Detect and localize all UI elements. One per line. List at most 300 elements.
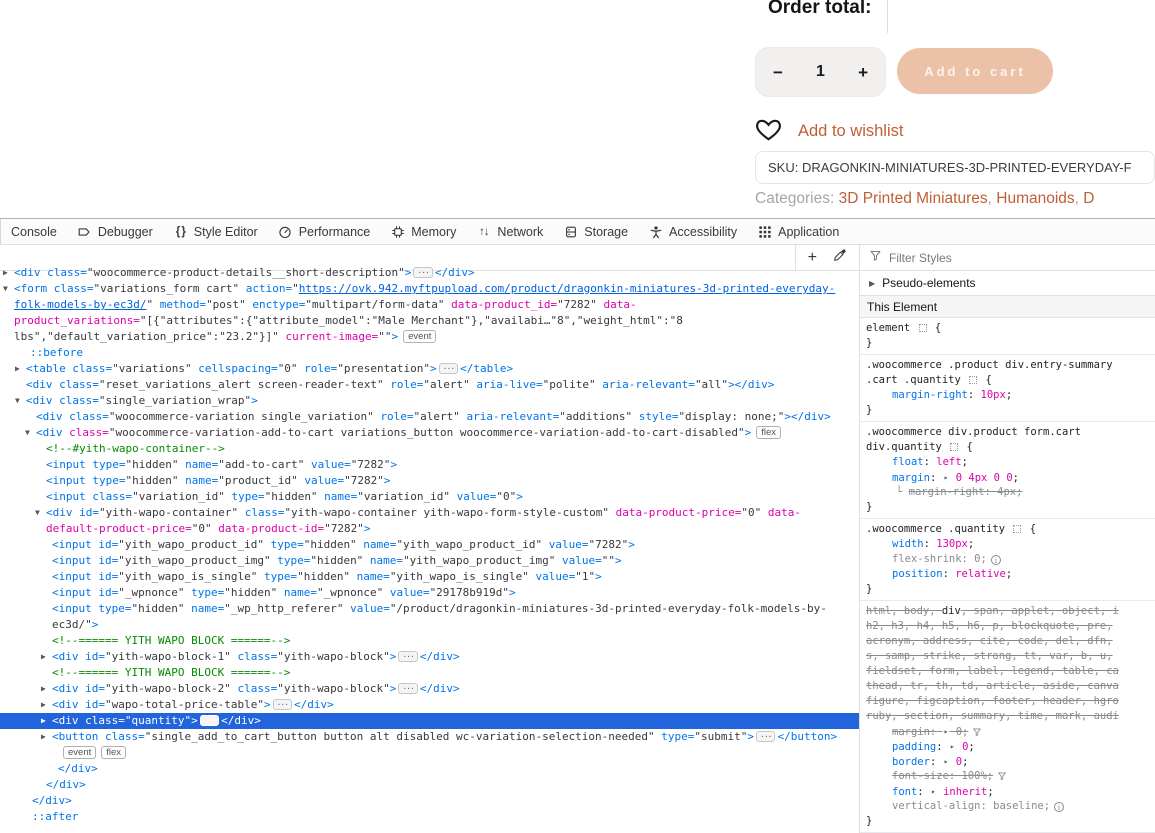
rule-line xyxy=(860,799,1155,814)
filter-styles-input[interactable] xyxy=(860,245,1155,270)
text-token: ; xyxy=(1012,472,1019,484)
attribute-token: value= xyxy=(450,490,497,503)
value-token: inherit xyxy=(943,786,988,798)
highlight-target-icon[interactable] xyxy=(969,376,977,384)
attribute-token: value= xyxy=(542,538,589,551)
attribute-token: type= xyxy=(270,554,311,567)
rule-line xyxy=(860,664,1155,679)
attribute-token: aria-relevant= xyxy=(595,378,695,391)
markup-line[interactable] xyxy=(0,345,859,361)
category-link-2[interactable]: Humanoids xyxy=(996,190,1075,207)
pseudo-token: ::before xyxy=(30,346,83,359)
selector-token: .woocommerce div.product form.cart xyxy=(866,426,1081,438)
property-token: margin-right xyxy=(892,389,968,401)
quantity-value[interactable]: 1 xyxy=(816,63,825,80)
value-token: "hidden" xyxy=(125,474,179,487)
value-token: "hidden" xyxy=(131,602,185,615)
overridden-selector-token: , span, applet, object, i xyxy=(960,605,1119,617)
value-token: "7282" xyxy=(557,298,597,311)
css-rule[interactable] xyxy=(860,422,1155,519)
markup-line[interactable] xyxy=(0,521,859,537)
attribute-token: aria-live= xyxy=(469,378,543,391)
expand-arrow-icon[interactable]: ▶ xyxy=(15,364,20,373)
tag-token: > xyxy=(191,714,198,727)
value-token: "hidden" xyxy=(310,554,364,567)
markup-line[interactable] xyxy=(0,649,859,665)
value-token: "variation_id" xyxy=(132,490,225,503)
markup-line[interactable] xyxy=(0,457,859,473)
attribute-token: type= xyxy=(91,602,132,615)
tab-application[interactable] xyxy=(747,219,849,244)
text-token: ; xyxy=(1005,568,1013,580)
value-token: "yith-wapo-block-1" xyxy=(105,650,231,663)
value-token: lbs","default_variation_price":"23.2"}]" xyxy=(14,330,279,343)
value-token: 0 xyxy=(962,741,969,753)
category-link-1[interactable]: 3D Printed Miniatures xyxy=(838,190,988,207)
attribute-token: value= xyxy=(555,554,602,567)
attribute-token: class= xyxy=(52,394,99,407)
highlight-target-icon[interactable] xyxy=(1013,525,1021,533)
markup-line[interactable] xyxy=(0,441,859,457)
value-token: "yith_wapo_is_single" xyxy=(389,570,529,583)
value-token: "single_variation_wrap" xyxy=(98,394,252,407)
rule-line xyxy=(860,470,1155,485)
ellipsis-badge[interactable]: ··· xyxy=(273,699,292,710)
tag-token: <input xyxy=(52,538,92,551)
attribute-token: type= xyxy=(184,586,225,599)
markup-line[interactable] xyxy=(0,777,859,793)
markup-line[interactable] xyxy=(0,297,859,313)
rule-line xyxy=(860,604,1155,619)
expand-arrow-icon[interactable]: ▶ xyxy=(41,652,46,661)
text-token: } xyxy=(866,583,873,595)
value-token: "0" xyxy=(496,490,517,503)
quantity-increase-button[interactable]: + xyxy=(858,62,868,82)
value-token: "hidden" xyxy=(264,490,318,503)
pseudo-elements-section[interactable] xyxy=(860,271,1155,296)
rule-line xyxy=(860,336,1155,351)
tag-token: <div xyxy=(46,506,73,519)
tag-token: <div xyxy=(52,682,79,695)
tag-token: <div xyxy=(36,426,63,439)
markup-line[interactable] xyxy=(0,633,859,649)
rule-line xyxy=(860,552,1155,567)
ellipsis-badge[interactable]: ··· xyxy=(200,715,219,726)
value-token: "7282" xyxy=(350,458,391,471)
expand-arrow-icon[interactable]: ▶ xyxy=(41,716,46,725)
tag-token: > xyxy=(363,522,371,535)
value-token: "add-to-cart" xyxy=(218,458,305,471)
expand-twisty-icon[interactable]: ▸ xyxy=(930,787,936,796)
selector-token: div.quantity xyxy=(866,441,949,453)
tab-label: Style Editor xyxy=(193,224,258,239)
rule-line xyxy=(860,739,1155,754)
overridden-selector-token: acronym, address, cite, code, del, dfn, xyxy=(866,635,1113,647)
overridden-selector-token: thead, tr, th, td, article, aside, canva xyxy=(866,680,1119,692)
value-token: "yith_wapo_product_id" xyxy=(118,538,264,551)
text-token: { xyxy=(979,374,992,386)
expand-arrow-icon[interactable]: ▶ xyxy=(41,732,46,741)
attribute-token: id= xyxy=(91,570,119,583)
quantity-decrease-button[interactable]: − xyxy=(773,62,783,82)
collapse-arrow-icon[interactable]: ▼ xyxy=(15,396,20,405)
markup-line-selected[interactable] xyxy=(0,713,859,729)
property-token: margin xyxy=(892,472,930,484)
property-token: position xyxy=(892,568,943,580)
tag-token: > xyxy=(430,362,437,375)
text-token: } xyxy=(866,501,873,513)
tab-label: Network xyxy=(497,224,544,239)
value-token: "submit" xyxy=(694,730,748,743)
wishlist-label: Add to wishlist xyxy=(798,121,904,140)
attribute-token: class= xyxy=(230,650,278,663)
tag-token: > xyxy=(747,730,755,743)
value-token: "display: none;" xyxy=(678,410,785,423)
text-token: : xyxy=(929,756,943,768)
quantity-stepper[interactable] xyxy=(755,47,886,97)
tag-token: <input xyxy=(46,490,86,503)
markup-line[interactable] xyxy=(0,313,859,329)
attribute-token: value= xyxy=(383,586,430,599)
expand-twisty-icon[interactable]: ▸ xyxy=(943,727,949,736)
data-attribute-token: data-product-price= xyxy=(608,506,742,519)
attribute-token: class= xyxy=(78,714,125,727)
data-attribute-token: data-product-id= xyxy=(211,522,325,535)
performance-icon xyxy=(278,224,293,239)
text-token: : xyxy=(923,538,937,550)
ellipsis-badge[interactable]: ··· xyxy=(756,731,775,742)
value-token: "yith-wapo-container" xyxy=(99,506,239,519)
value-token: "0" xyxy=(277,362,298,375)
tag-token: > xyxy=(391,330,399,343)
text-token: ; xyxy=(961,456,968,468)
markup-line[interactable] xyxy=(0,505,859,521)
attribute-token: class= xyxy=(238,506,285,519)
value-token: 10px xyxy=(980,389,1006,401)
text-token: : xyxy=(917,786,930,798)
attribute-token: value= xyxy=(304,458,351,471)
expand-arrow-icon[interactable]: ▶ xyxy=(3,268,8,277)
text-token: } xyxy=(866,815,873,827)
selector-token: .woocommerce .quantity xyxy=(866,523,1012,535)
selector-token: .woocommerce .product div.entry-summary xyxy=(866,359,1113,371)
ellipsis-badge[interactable]: ··· xyxy=(439,363,458,374)
markup-line[interactable] xyxy=(0,281,859,297)
tag-token: <table xyxy=(26,362,66,375)
tab-accessibility[interactable] xyxy=(638,219,747,244)
text-token: { xyxy=(1023,523,1037,535)
tag-token: <button xyxy=(52,730,99,743)
attribute-token: enctype= xyxy=(245,298,306,311)
categories-label: Categories: xyxy=(755,190,835,207)
inactive-token: vertical-align: baseline; xyxy=(892,800,1051,812)
tag-token: > xyxy=(595,570,602,583)
markup-line[interactable] xyxy=(0,585,859,601)
value-token: "yith-wapo-block" xyxy=(277,650,390,663)
markup-line[interactable] xyxy=(0,329,859,345)
tag-token: > xyxy=(516,490,523,503)
overridden-selector-token: s, samp, strike, strong, tt, var, b, u, xyxy=(866,650,1113,662)
attribute-token: type= xyxy=(85,474,126,487)
tab-performance[interactable] xyxy=(268,219,381,244)
comment-token: <!--====== YITH WAPO BLOCK ======--> xyxy=(52,666,291,679)
attribute-token: class= xyxy=(65,362,113,375)
text-token: } xyxy=(866,337,873,349)
sku-field xyxy=(755,151,1155,184)
tab-label: Storage xyxy=(584,224,629,239)
value-token: "single_add_to_cart_button button alt disabled wc-variation-selection-needed" xyxy=(144,730,655,743)
value-token: "variations" xyxy=(112,362,192,375)
tag-token: <input xyxy=(46,458,86,471)
ellipsis-badge[interactable]: ··· xyxy=(413,267,432,278)
overridden-funnel-icon xyxy=(993,770,1007,782)
tab-label: Accessibility xyxy=(669,224,738,239)
collapse-arrow-icon[interactable]: ▼ xyxy=(35,508,40,517)
property-token: width xyxy=(892,538,924,550)
badge[interactable]: flex xyxy=(756,426,781,439)
markup-line[interactable] xyxy=(0,601,859,617)
value-token: "0" xyxy=(191,522,212,535)
attribute-token: value= xyxy=(297,474,345,487)
attribute-token: value= xyxy=(343,602,390,615)
tab-label: Performance xyxy=(298,224,371,239)
markup-line[interactable] xyxy=(0,793,859,809)
add-to-cart-button[interactable]: Add to cart xyxy=(897,48,1053,94)
highlight-target-icon[interactable] xyxy=(919,324,927,332)
tag-token: > xyxy=(628,538,635,551)
value-token: ec3d/" xyxy=(52,618,92,631)
value-token: "all" xyxy=(694,378,729,391)
tab-memory[interactable] xyxy=(380,219,466,244)
value-token: "hidden" xyxy=(303,538,357,551)
attribute-token: id= xyxy=(78,698,105,711)
rule-line xyxy=(860,694,1155,709)
tag-token: > xyxy=(744,426,752,439)
tab-debugger[interactable] xyxy=(67,219,163,244)
table-column-divider xyxy=(887,0,888,33)
tag-token: > xyxy=(615,554,622,567)
tag-token: </button> xyxy=(777,730,838,743)
rule-line xyxy=(860,634,1155,649)
attribute-token: class= xyxy=(62,410,109,423)
tab-storage[interactable] xyxy=(553,219,638,244)
expand-twisty-icon[interactable]: ▸ xyxy=(943,473,949,482)
attribute-token: value= xyxy=(528,570,576,583)
expand-arrow-icon[interactable]: ▶ xyxy=(41,684,46,693)
attribute-token: style= xyxy=(632,410,679,423)
markup-line[interactable] xyxy=(0,409,859,425)
value-token: "yith_wapo_is_single" xyxy=(118,570,258,583)
css-rule[interactable] xyxy=(860,519,1155,601)
attribute-token: name= xyxy=(350,570,390,583)
markup-line[interactable] xyxy=(0,697,859,713)
text-token: ; xyxy=(962,756,969,768)
property-token: float xyxy=(892,456,924,468)
html-markup-view[interactable] xyxy=(0,265,860,833)
attribute-token: role= xyxy=(297,362,338,375)
rule-line xyxy=(860,619,1155,634)
ellipsis-badge[interactable]: ··· xyxy=(398,651,417,662)
attribute-token: type= xyxy=(85,458,126,471)
data-attribute-token: data- xyxy=(596,298,637,311)
pseudo-token: ::after xyxy=(32,810,79,823)
rule-line xyxy=(860,455,1155,470)
attribute-token: type= xyxy=(224,490,265,503)
css-rule[interactable] xyxy=(860,601,1155,833)
devtools-panel xyxy=(0,218,1155,833)
rule-line xyxy=(860,814,1155,829)
info-icon: i xyxy=(1054,802,1064,812)
value-token: "variations_form cart" xyxy=(93,282,240,295)
add-rule-button[interactable]: + xyxy=(807,248,817,266)
attribute-token: name= xyxy=(184,602,225,615)
attribute-token: name= xyxy=(277,586,317,599)
tag-token: <div xyxy=(26,394,53,407)
value-token: "_wpnonce" xyxy=(316,586,384,599)
value-token: "multipart/form-data" xyxy=(305,298,445,311)
text-token: : xyxy=(942,568,956,580)
ellipsis-badge[interactable]: ··· xyxy=(398,683,417,694)
attribute-token: class= xyxy=(52,378,99,391)
markup-line[interactable] xyxy=(0,761,859,777)
value-token: "alert" xyxy=(423,378,470,391)
value-token: "variation_id" xyxy=(357,490,451,503)
css-rules-list[interactable] xyxy=(860,318,1155,833)
css-rule[interactable] xyxy=(860,355,1155,422)
overridden-selector-token: figure, figcaption, footer, header, hgro xyxy=(866,695,1119,707)
tag-token: </div> xyxy=(46,778,86,791)
overridden-funnel-icon xyxy=(968,726,982,738)
rule-line xyxy=(860,321,1155,336)
highlight-target-icon[interactable] xyxy=(950,443,958,451)
selector-token: element xyxy=(866,322,917,334)
attribute-token: class= xyxy=(40,266,87,279)
value-token: 0 xyxy=(955,756,963,768)
overridden-token: 0; xyxy=(949,726,969,738)
markup-line[interactable] xyxy=(0,473,859,489)
rule-line xyxy=(860,769,1155,784)
tag-token: > xyxy=(251,394,258,407)
value-token: "" xyxy=(601,554,615,567)
rule-line xyxy=(860,649,1155,664)
rule-line xyxy=(860,567,1155,582)
devtools-tabbar xyxy=(0,219,1155,245)
markup-line[interactable] xyxy=(0,361,859,377)
overridden-token: margin: xyxy=(892,726,943,738)
tab-network[interactable] xyxy=(466,219,553,244)
tag-token: <input xyxy=(52,602,92,615)
badge[interactable]: event xyxy=(63,746,96,759)
markup-line[interactable] xyxy=(0,665,859,681)
badge[interactable]: event xyxy=(403,330,436,343)
attribute-token: type= xyxy=(257,570,298,583)
tab-console[interactable] xyxy=(0,219,67,244)
text-token: : xyxy=(923,456,937,468)
tag-token: ></div> xyxy=(728,378,775,391)
debugger-icon xyxy=(77,224,92,239)
link-token: folk-models-by-ec3d/ xyxy=(14,298,147,311)
collapse-arrow-icon[interactable]: ▼ xyxy=(25,428,30,437)
tag-token: </div> xyxy=(58,762,98,775)
rule-line xyxy=(860,485,1155,500)
value-token: "yith-wapo-block" xyxy=(277,682,390,695)
rule-line xyxy=(860,537,1155,552)
tab-style-editor[interactable] xyxy=(163,219,268,244)
markup-line[interactable] xyxy=(0,537,859,553)
expand-twisty-icon[interactable]: ▸ xyxy=(949,742,955,751)
memory-icon xyxy=(390,224,405,239)
tag-token: </div> xyxy=(32,794,72,807)
value-token: "post" xyxy=(206,298,246,311)
markup-line[interactable] xyxy=(0,265,859,281)
attribute-token: type= xyxy=(654,730,695,743)
value-token: "7282" xyxy=(324,522,364,535)
value-token: relative xyxy=(955,568,1006,580)
categories-row: Categories: 3D Printed Miniatures, Humanoids, D xyxy=(755,190,1095,207)
selector-token: div xyxy=(941,605,961,617)
tag-token: <div xyxy=(26,378,53,391)
tag-token: <div xyxy=(52,650,79,663)
markup-line[interactable] xyxy=(0,393,859,409)
expand-arrow-icon[interactable]: ▶ xyxy=(41,700,46,709)
data-attribute-token: current-image= xyxy=(278,330,379,343)
markup-line[interactable] xyxy=(0,425,859,441)
tab-label: Console xyxy=(11,224,57,239)
value-token: "quantity" xyxy=(124,714,192,727)
rule-line xyxy=(860,425,1155,440)
expand-twisty-icon[interactable]: ▸ xyxy=(943,757,949,766)
markup-line[interactable] xyxy=(0,729,859,745)
value-token: "hidden" xyxy=(224,586,278,599)
value-token: "reset_variations_alert screen-reader-text" xyxy=(98,378,384,391)
tag-token: > xyxy=(389,682,397,695)
markup-line[interactable] xyxy=(0,553,859,569)
value-token: "yith_wapo_product_img" xyxy=(403,554,556,567)
tag-token: > xyxy=(390,458,398,471)
category-link-3[interactable]: D xyxy=(1083,190,1095,207)
add-to-wishlist-link[interactable] xyxy=(755,116,903,146)
tag-token: <div xyxy=(52,714,79,727)
markup-line[interactable] xyxy=(0,681,859,697)
markup-line[interactable] xyxy=(0,809,859,825)
attribute-token: id= xyxy=(72,506,99,519)
data-attribute-token: data-product_id= xyxy=(444,298,558,311)
collapse-arrow-icon[interactable]: ▼ xyxy=(3,284,8,293)
value-token: "woocommerce-variation-add-to-cart variations_button woocommerce-variation-add-to-cart-disabled" xyxy=(108,426,745,439)
data-attribute-token: class= xyxy=(62,426,109,439)
text-token: : xyxy=(929,472,943,484)
value-token: "alert" xyxy=(413,410,460,423)
value-token: "yith_wapo_product_id" xyxy=(396,538,543,551)
markup-line[interactable] xyxy=(0,569,859,585)
tag-token: </div> xyxy=(419,650,460,663)
markup-line[interactable] xyxy=(0,617,859,633)
tag-token: </div> xyxy=(294,698,334,711)
rule-line xyxy=(860,500,1155,515)
tag-token: </div> xyxy=(419,682,460,695)
tag-token: > xyxy=(91,618,99,631)
markup-line[interactable] xyxy=(0,489,859,505)
markup-line[interactable] xyxy=(0,745,859,761)
badge[interactable]: flex xyxy=(101,746,126,759)
tab-label: Debugger xyxy=(97,224,153,239)
css-rule[interactable] xyxy=(860,318,1155,355)
markup-line[interactable] xyxy=(0,377,859,393)
property-token: padding xyxy=(892,741,937,753)
product-page xyxy=(0,0,1132,218)
attribute-token: id= xyxy=(78,682,105,695)
text-token: : xyxy=(936,741,949,753)
